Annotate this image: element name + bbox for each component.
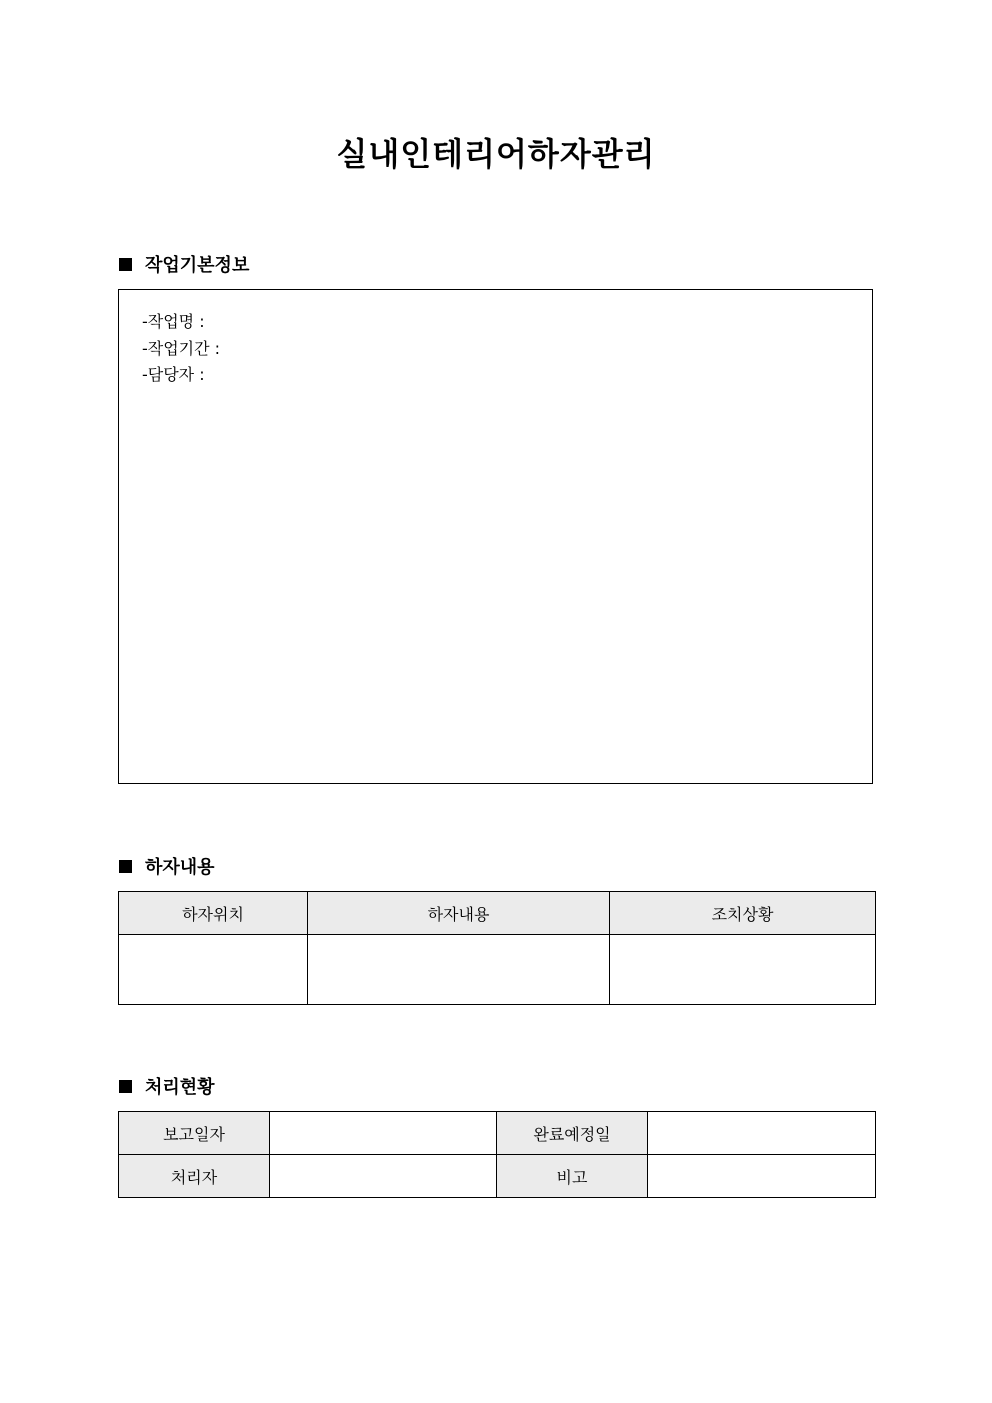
column-header-defect-content: 하자내용 [308, 892, 610, 935]
defect-table [118, 891, 876, 1005]
info-line-job-name: -작업명 : [142, 312, 205, 331]
info-line-manager: -담당자 : [142, 365, 205, 384]
handler-cell[interactable] [270, 1155, 497, 1198]
page-title: 실내인테리어하자관리 [336, 135, 656, 173]
expected-completion-label: 완료예정일 [497, 1112, 648, 1155]
table-header-row [119, 892, 876, 935]
remarks-cell[interactable] [648, 1155, 876, 1198]
square-bullet-icon [119, 1080, 132, 1093]
section-heading-label: 하자내용 [145, 857, 215, 878]
section-heading-basic-info [119, 251, 249, 277]
defect-content-cell[interactable] [308, 935, 610, 1005]
square-bullet-icon [119, 860, 132, 873]
processing-status-table [118, 1111, 876, 1198]
section-heading-defect [119, 853, 215, 879]
report-date-cell[interactable] [270, 1112, 497, 1155]
table-row [119, 1155, 876, 1198]
section-heading-label: 작업기본정보 [145, 255, 250, 276]
action-status-cell[interactable] [610, 935, 876, 1005]
handler-label: 처리자 [119, 1155, 270, 1198]
table-row [119, 935, 876, 1005]
section-heading-processing [119, 1073, 215, 1099]
expected-completion-cell[interactable] [648, 1112, 876, 1155]
remarks-label: 비고 [497, 1155, 648, 1198]
basic-info-box[interactable] [118, 289, 873, 784]
square-bullet-icon [119, 258, 132, 271]
defect-location-cell[interactable] [119, 935, 308, 1005]
info-line-job-period: -작업기간 : [142, 338, 221, 358]
column-header-action-status: 조치상황 [610, 892, 876, 935]
report-date-label: 보고일자 [119, 1112, 270, 1155]
table-row [119, 1112, 876, 1155]
section-heading-label: 처리현황 [145, 1077, 215, 1098]
column-header-defect-location: 하자위치 [119, 892, 308, 935]
